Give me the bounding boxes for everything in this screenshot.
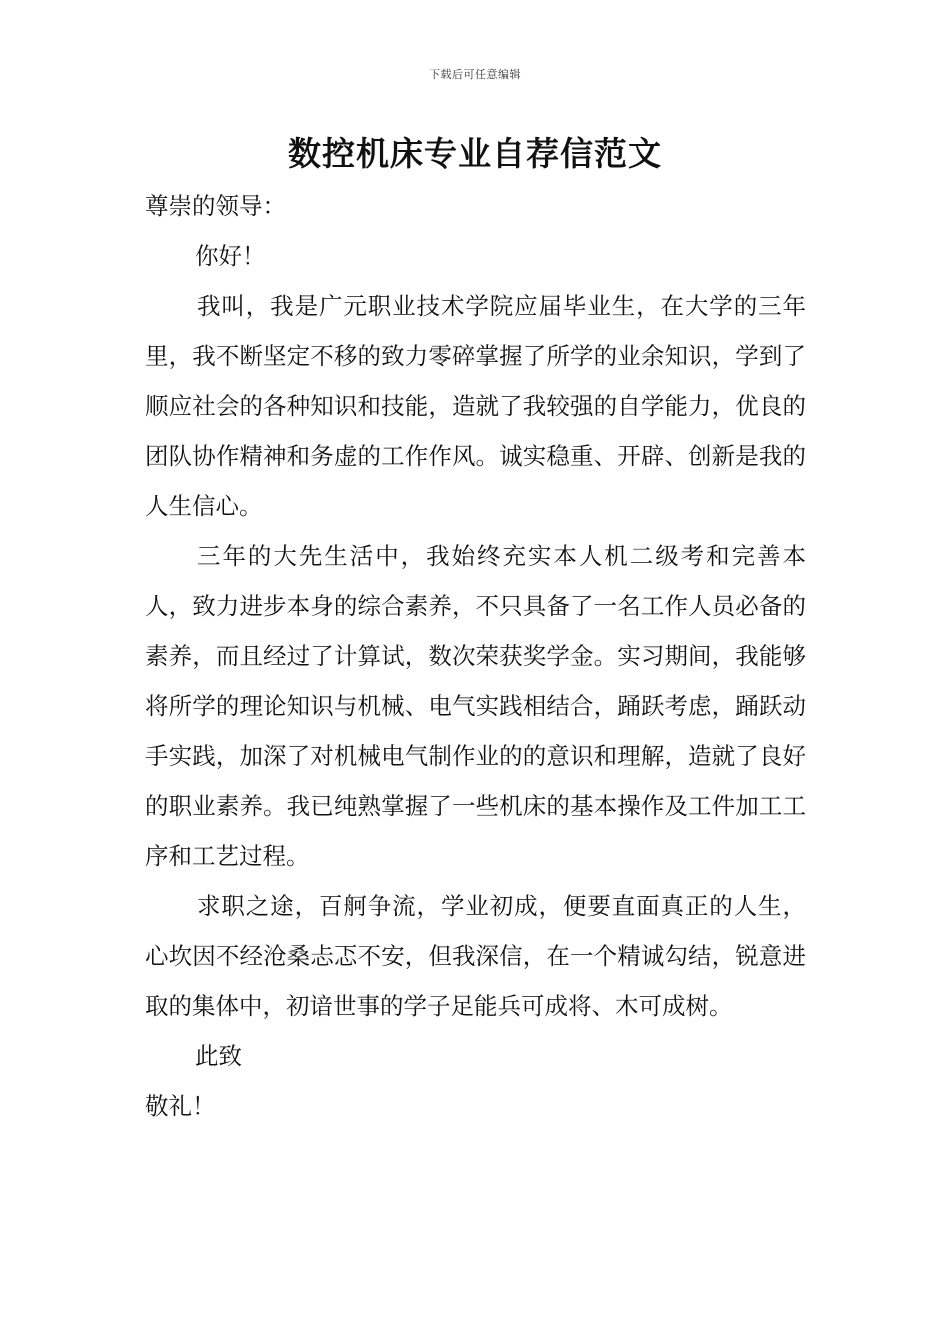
paragraph-aspiration: 求职之途，百舸争流，学业初成，便要直面真正的人生，心坎因不经沧桑忐忑不安，但我深信，在一个精诚勾结，锐意进取的集体中，初谙世事的学子足能兵可成将、木可成树。: [145, 892, 806, 1020]
regards: 敬礼！: [145, 1092, 216, 1120]
letter-body: [145, 181, 806, 1131]
greeting: 你好！: [195, 242, 266, 270]
paragraph-experience: 三年的大先生活中，我始终充实本人机二级考和完善本人，致力进步本身的综合素养，不只具备了一名工作人员必备的素养，而且经过了计算试，数次荣获奖学金。实习期间，我能够将所学的理论知识与机械、电气实践相结合，踊跃考虑，踊跃动手实践，加深了对机械电气制作业的的意识和理解，造就了良好的职业素养。我已纯熟掌握了一些机床的基本操作及工件加工工序和工艺过程。: [145, 542, 806, 870]
document-title: 数控机床专业自荐信范文: [288, 134, 662, 173]
paragraph-intro: 我叫，我是广元职业技术学院应届毕业生，在大学的三年里，我不断坚定不移的致力零碎掌握了所学的业余知识，学到了顺应社会的各种知识和技能，造就了我较强的自学能力，优良的团队协作精神和务虚的工作作风。诚实稳重、开辟、创新是我的人生信心。: [145, 292, 806, 520]
salutation: 尊崇的领导：: [145, 192, 286, 220]
header-note: 下载后可任意编辑: [429, 68, 521, 81]
closing: 此致: [195, 1042, 242, 1070]
